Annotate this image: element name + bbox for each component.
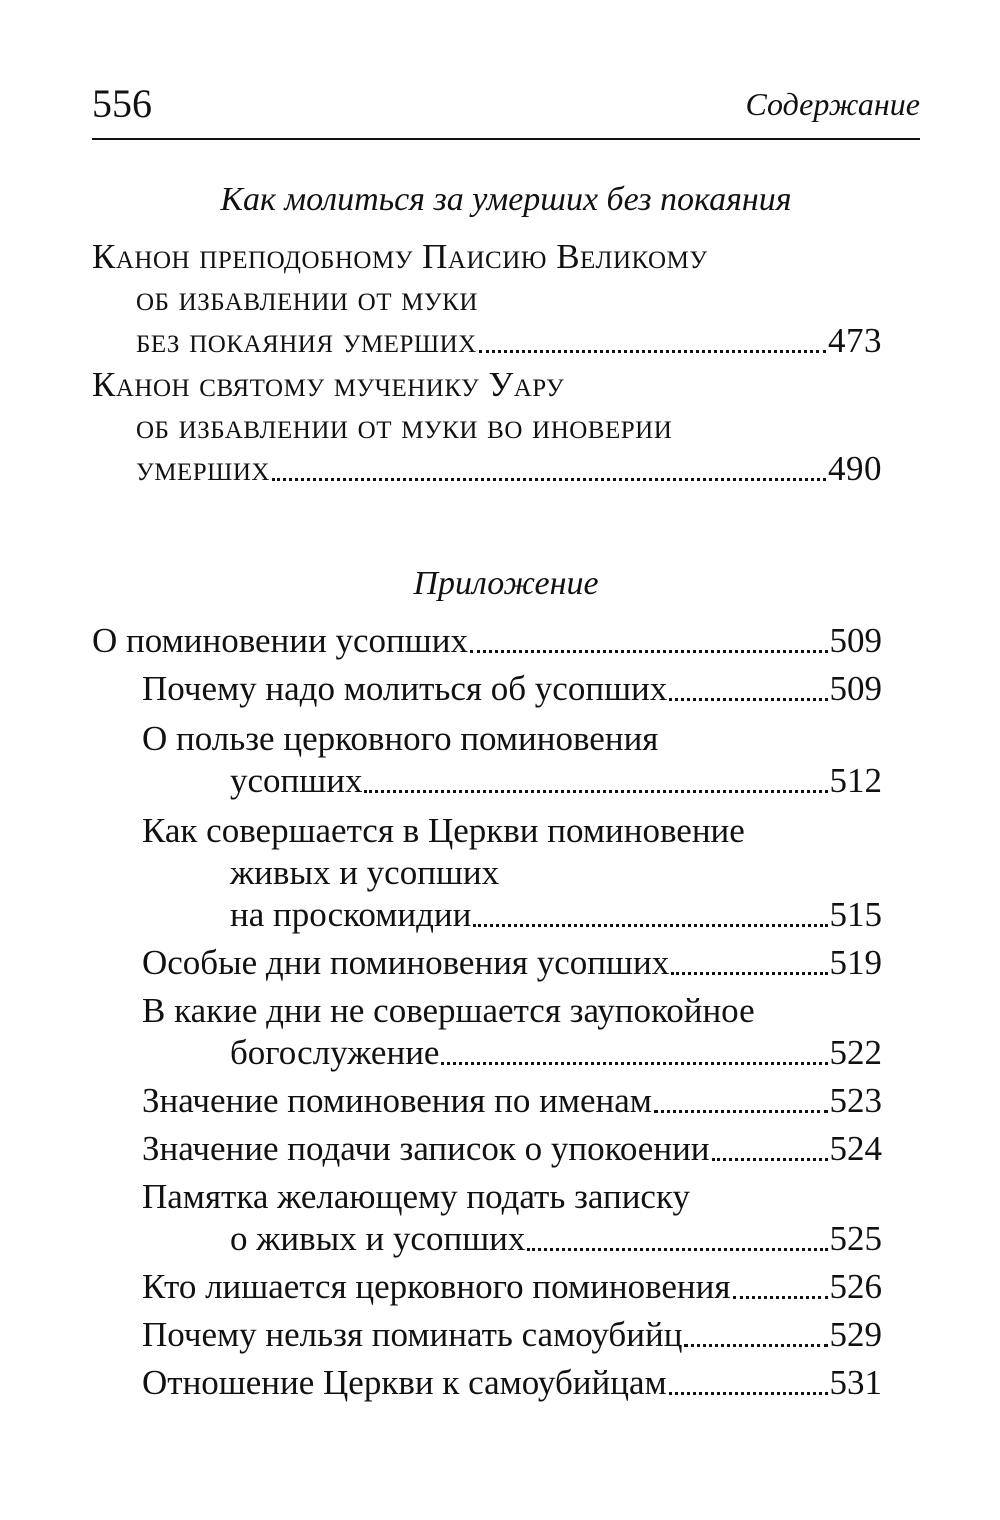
- toc-entry-line: об избавлении от муки: [136, 279, 478, 318]
- dot-leader: [733, 1296, 828, 1299]
- toc-entry-line: Канон преподобному Паисию Великому: [92, 237, 708, 276]
- toc-entry-line: Почему нельзя поминать самоубийц 529: [142, 1312, 882, 1358]
- dot-leader: [364, 790, 827, 793]
- dot-leader: [684, 1344, 827, 1347]
- toc-entry-line: Кто лишается церковного поминовения 526: [142, 1264, 882, 1310]
- dot-leader: [527, 1248, 827, 1251]
- toc-entry-line: богослужение 522: [230, 1030, 882, 1076]
- toc-entry-line: Значение подачи записок о упокоении 524: [142, 1126, 882, 1172]
- toc-entry-line: Как совершается в Церкви поминовение: [142, 811, 745, 850]
- page-ref: 519: [829, 943, 882, 982]
- page-number: 556: [92, 81, 152, 126]
- page-ref: 509: [829, 621, 882, 660]
- page-ref: 509: [829, 669, 882, 708]
- toc-entry-line: О поминовении усопших 509: [92, 618, 882, 664]
- page-ref: 522: [829, 1033, 882, 1072]
- toc-entry-line: усопших 512: [230, 758, 882, 804]
- dot-leader: [669, 1392, 828, 1395]
- page-ref: 512: [829, 761, 882, 800]
- section-heading: Как молиться за умерших без покаяния: [220, 181, 792, 218]
- dot-leader: [272, 478, 826, 481]
- toc-entry-line: живых и усопших: [230, 853, 500, 892]
- page-ref: 473: [828, 321, 882, 360]
- dot-leader: [470, 650, 828, 653]
- toc-entry-line: В какие дни не совершается заупокойное: [142, 991, 755, 1030]
- page-ref: 525: [829, 1219, 882, 1258]
- toc-entry-line: Значение поминовения по именам 523: [142, 1078, 882, 1124]
- toc-entry-line: без покаяния умерших 473: [136, 318, 882, 364]
- dot-leader: [441, 1062, 827, 1065]
- toc-entry-line: Памятка желающему подать записку: [142, 1177, 690, 1216]
- toc-entry-line: умерших 490: [136, 446, 882, 492]
- toc-entry-line: Канон святому мученику Уару: [92, 365, 565, 404]
- dot-leader: [712, 1158, 828, 1161]
- dot-leader: [654, 1110, 828, 1113]
- header-rule: [92, 138, 920, 140]
- page-ref: 526: [829, 1267, 882, 1306]
- toc-entry-line: Особые дни поминовения усопших 519: [142, 940, 882, 986]
- page-ref: 529: [829, 1315, 882, 1354]
- section-heading: Приложение: [413, 565, 599, 602]
- toc-entry-line: Почему надо молиться об усопших 509: [142, 666, 882, 712]
- running-head: Содержание: [745, 86, 920, 122]
- dot-leader: [671, 972, 827, 975]
- page-ref: 523: [829, 1081, 882, 1120]
- toc-entry-line: об избавлении от муки во иноверии: [136, 407, 673, 446]
- page-ref: 531: [829, 1363, 882, 1402]
- toc-entry-line: Отношение Церкви к самоубийцам 531: [142, 1360, 882, 1406]
- page-ref: 524: [829, 1129, 882, 1168]
- toc-entry-line: О пользе церковного поминовения: [142, 719, 659, 758]
- page-ref: 515: [829, 895, 882, 934]
- toc-entry-line: на проскомидии 515: [230, 892, 882, 938]
- dot-leader: [669, 698, 827, 701]
- toc-entry-line: о живых и усопших 525: [230, 1216, 882, 1262]
- dot-leader: [473, 924, 827, 927]
- dot-leader: [479, 350, 826, 353]
- page-ref: 490: [828, 449, 882, 488]
